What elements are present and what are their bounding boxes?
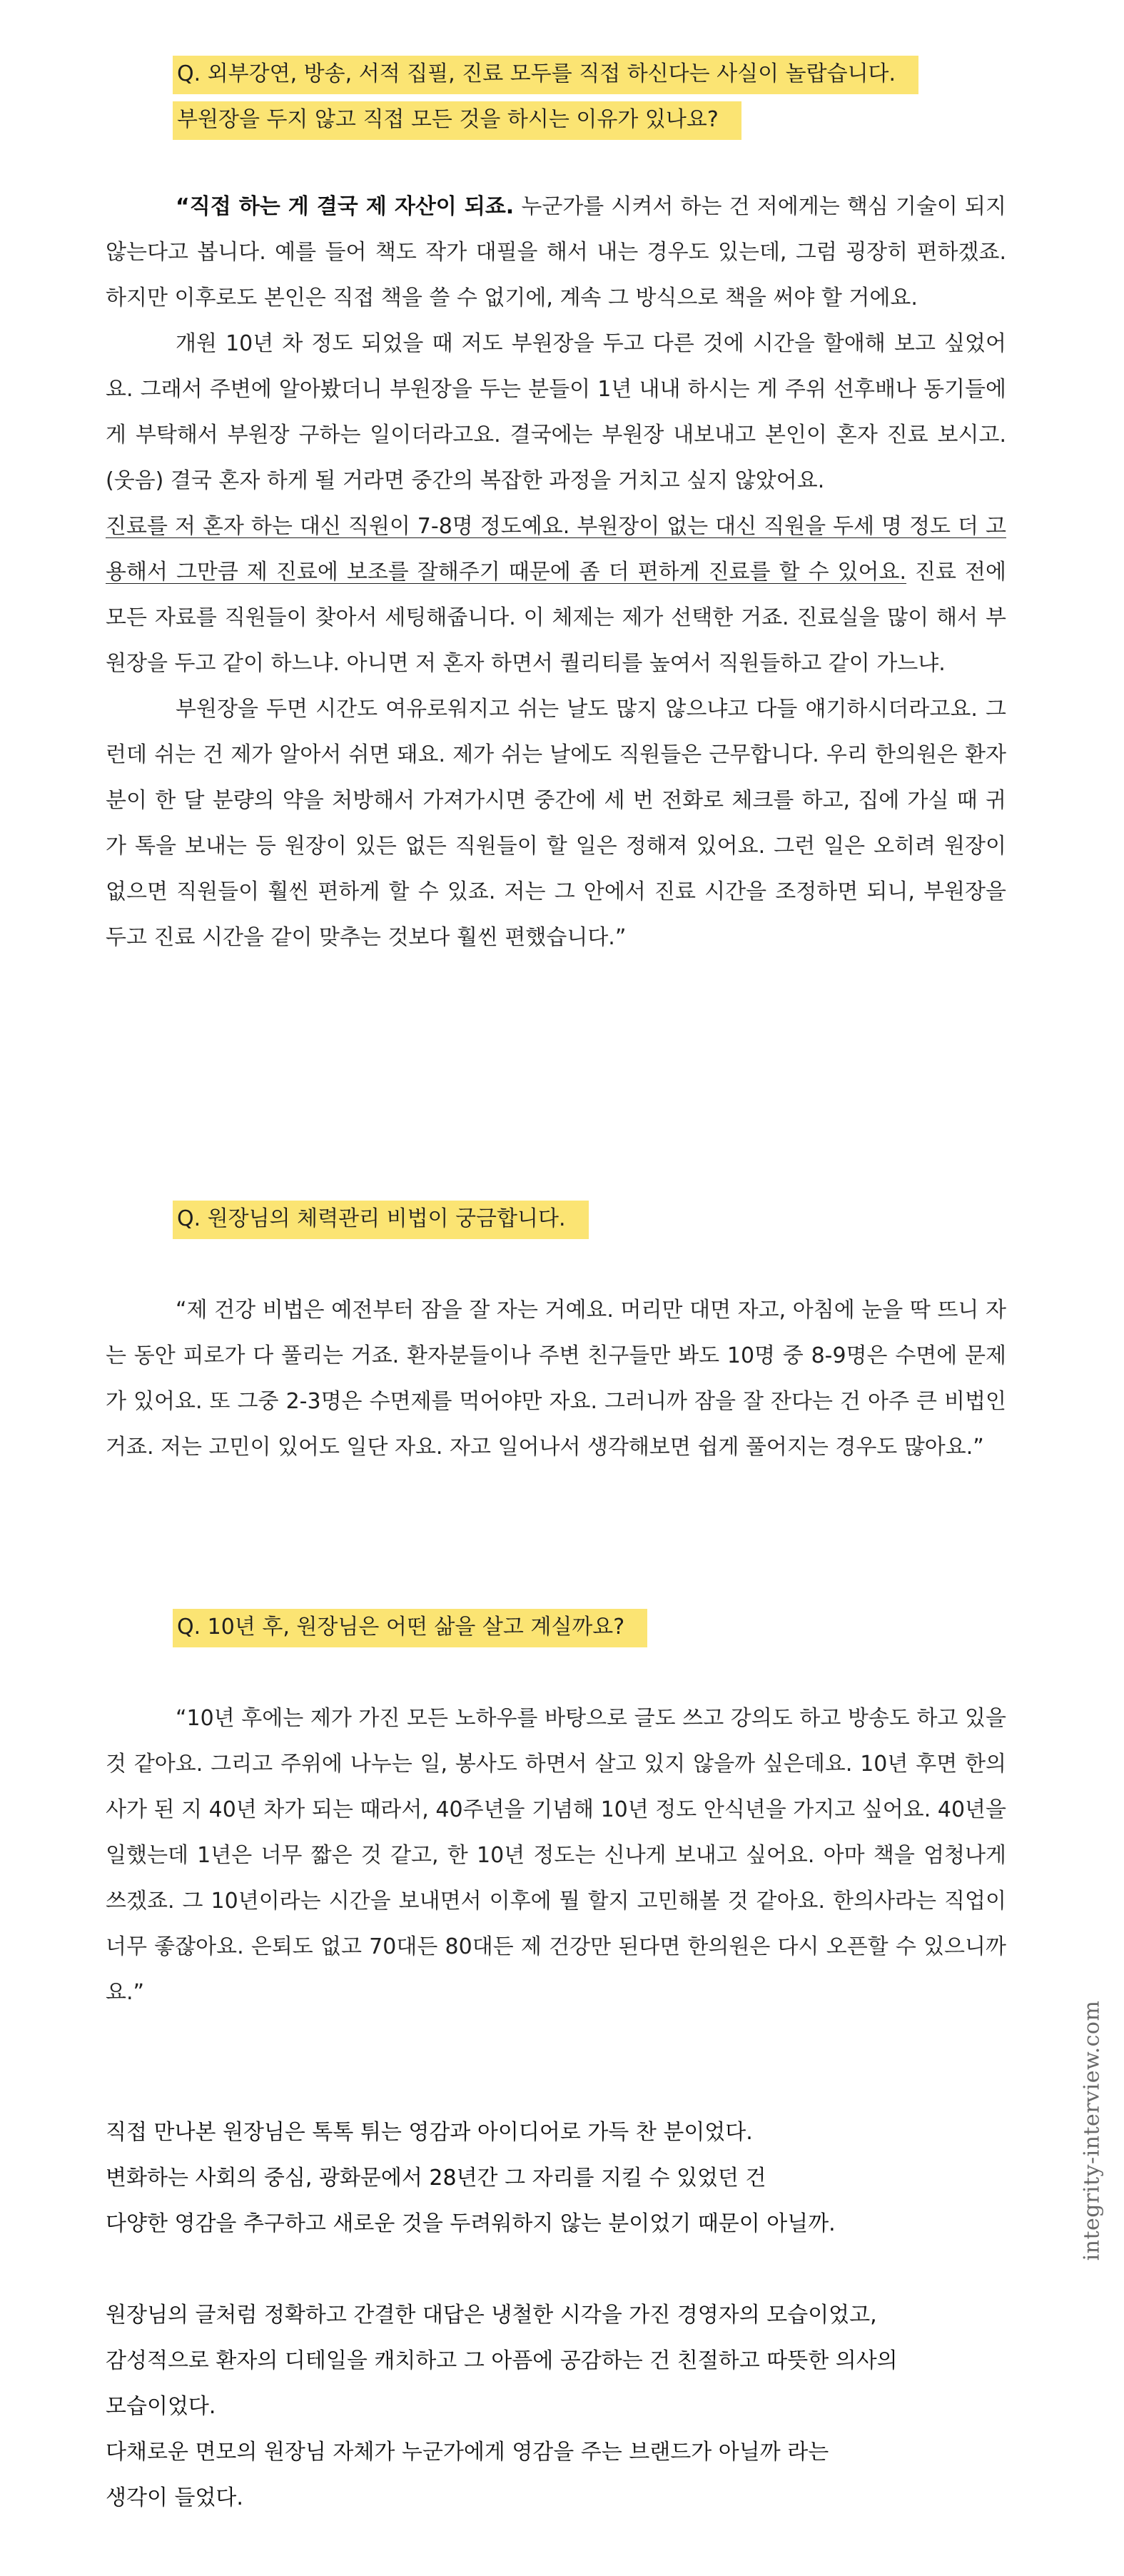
answer-1-paragraph-1-text: 누군가를 시켜서 하는 건 저에게는 핵심 기술이 되지 않는다고 봅니다. 예를 들어 책도 작가 대필을 해서 내는 경우도 있는데, 그럼 굉장히 편하겠죠. 하지만 이후로도 본인은 직접 책을 쓸 수 없기에, 계속 그 방식으로 책을 써야 할 거에요. — [106, 194, 1006, 310]
answer-1-paragraph-1 — [106, 184, 1006, 321]
answer-1-paragraph-2: 개원 10년 차 정도 되었을 때 저도 부원장을 두고 다른 것에 시간을 할애해 보고 싶었어요. 그래서 주변에 알아봤더니 부원장을 두는 분들이 1년 내내 하시는 게 주위 선후배나 동기들에게 부탁해서 부원장 구하는 일이더라고요. 결국에는 부원장 내보내고 본인이 혼자 진료 보시고. (웃음) 결국 혼자 하게 될 거라면 중간의 복잡한 과정을 거치고 싶지 않았어요. — [106, 331, 1006, 493]
closing-line: 모습이었다. — [106, 2394, 216, 2419]
closing-line: 다양한 영감을 추구하고 새로운 것을 두려워하지 않는 분이었기 때문이 아닐까. — [106, 2211, 836, 2236]
answer-1-bold-lead: “직접 하는 게 결국 제 자산이 되죠. — [176, 194, 515, 219]
site-watermark-text: integrity-interview.com — [1079, 2000, 1105, 2261]
question-1 — [173, 51, 918, 143]
answer-2-paragraph: “제 건강 비법은 예전부터 잠을 잘 자는 거예요. 머리만 대면 자고, 아침에 눈을 딱 뜨니 자는 동안 피로가 다 풀리는 거죠. 환자분들이나 주변 친구들만 봐도 10명 중 8-9명은 수면에 문제가 있어요. 또 그중 2-3명은 수면제를 먹어야만 자요. 그러니까 잠을 잘 잔다는 건 아주 큰 비법인 거죠. 저는 고민이 있어도 일단 자요. 자고 일어나서 생각해보면 쉽게 풀어지는 경우도 많아요.” — [106, 1298, 1006, 1460]
closing-line: 감성적으로 환자의 디테일을 캐치하고 그 아픔에 공감하는 건 친절하고 따뜻한 의사의 — [106, 2348, 898, 2373]
closing-line: 변화하는 사회의 중심, 광화문에서 28년간 그 자리를 지킬 수 있었던 건 — [106, 2166, 766, 2191]
question-1-line-2 — [173, 97, 918, 143]
question-2-highlight: Q. 원장님의 체력관리 비법이 궁금합니다. — [173, 1201, 589, 1239]
answer-3-paragraph: “10년 후에는 제가 가진 모든 노하우를 바탕으로 글도 쓰고 강의도 하고 방송도 하고 있을 것 같아요. 그리고 주위에 나누는 일, 봉사도 하면서 살고 있지 않을까 싶은데요. 10년 후면 한의사가 된 지 40년 차가 되는 때라서, 40주년을 기념해 10년 정도 안식년을 가지고 싶어요. 40년을 일했는데 1년은 너무 짧은 것 같고, 한 10년 정도는 신나게 보내고 싶어요. 아마 책을 엄청나게 쓰겠죠. 그 10년이라는 시간을 보내면서 이후에 뭘 할지 고민해볼 것 같아요. 한의사라는 직업이 너무 좋잖아요. 은퇴도 없고 70대든 80대든 제 건강만 된다면 한의원은 다시 오픈할 수 있으니까요.” — [106, 1706, 1006, 2005]
answer-2 — [106, 1288, 1006, 1470]
question-3-highlight: Q. 10년 후, 원장님은 어떤 삶을 살고 계실까요? — [173, 1609, 647, 1647]
answer-1-paragraph-3 — [106, 504, 1006, 687]
closing-line: 직접 만나본 원장님은 톡톡 튀는 영감과 아이디어로 가득 찬 분이었다. — [106, 2120, 753, 2145]
closing-line: 원장님의 글처럼 정확하고 간결한 대답은 냉철한 시각을 가진 경영자의 모습이었고, — [106, 2303, 877, 2328]
answer-3 — [106, 1696, 1006, 2016]
question-2 — [173, 1196, 589, 1242]
question-1-highlight-2: 부원장을 두지 않고 직접 모든 것을 하시는 이유가 있나요? — [173, 101, 741, 140]
question-1-highlight-1: Q. 외부강연, 방송, 서적 집필, 진료 모두를 직접 하신다는 사실이 놀랍습니다. — [173, 56, 918, 94]
closing-line: 다채로운 면모의 원장님 자체가 누군가에게 영감을 주는 브랜드가 아닐까 라는 — [106, 2440, 829, 2465]
answer-1-paragraph-4: 부원장을 두면 시간도 여유로워지고 쉬는 날도 많지 않으냐고 다들 얘기하시더라고요. 그런데 쉬는 건 제가 알아서 쉬면 돼요. 제가 쉬는 날에도 직원들은 근무합니다. 우리 한의원은 환자분이 한 달 분량의 약을 처방해서 가져가시면 중간에 세 번 전화로 체크를 하고, 집에 가실 때 귀가 톡을 보내는 등 원장이 있든 없든 직원들이 할 일은 정해져 있어요. 그런 일은 오히려 원장이 없으면 직원들이 훨씬 편하게 할 수 있죠. 저는 그 안에서 진료 시간을 조정하면 되니, 부원장을 두고 진료 시간을 같이 맞추는 것보다 훨씬 편했습니다.” — [106, 697, 1006, 950]
closing-line: 생각이 들었다. — [106, 2485, 243, 2510]
question-3 — [173, 1605, 647, 1650]
closing-spacer — [106, 2247, 1006, 2293]
answer-1-paragraph-3-text: 진료 전에 모든 자료를 직원들이 찾아서 세팅해줍니다. 이 체제는 제가 선택한 거죠. 진료실을 많이 해서 부원장을 두고 같이 하느냐. 아니면 저 혼자 하면서 퀄리티를 높여서 직원들하고 같이 가느냐. — [106, 560, 1006, 676]
question-1-line-1 — [173, 51, 918, 97]
closing-remarks — [106, 2110, 1006, 2521]
answer-1 — [106, 184, 1006, 961]
answer-1-underlined-text: 진료를 저 혼자 하는 대신 직원이 7-8명 정도예요. 부원장이 없는 대신 직원을 두세 명 정도 더 고용해서 그만큼 제 진료에 보조를 잘해주기 때문에 좀 더 편하게 진료를 할 수 있어요. — [106, 514, 1006, 585]
site-watermark — [1070, 1977, 1113, 2284]
